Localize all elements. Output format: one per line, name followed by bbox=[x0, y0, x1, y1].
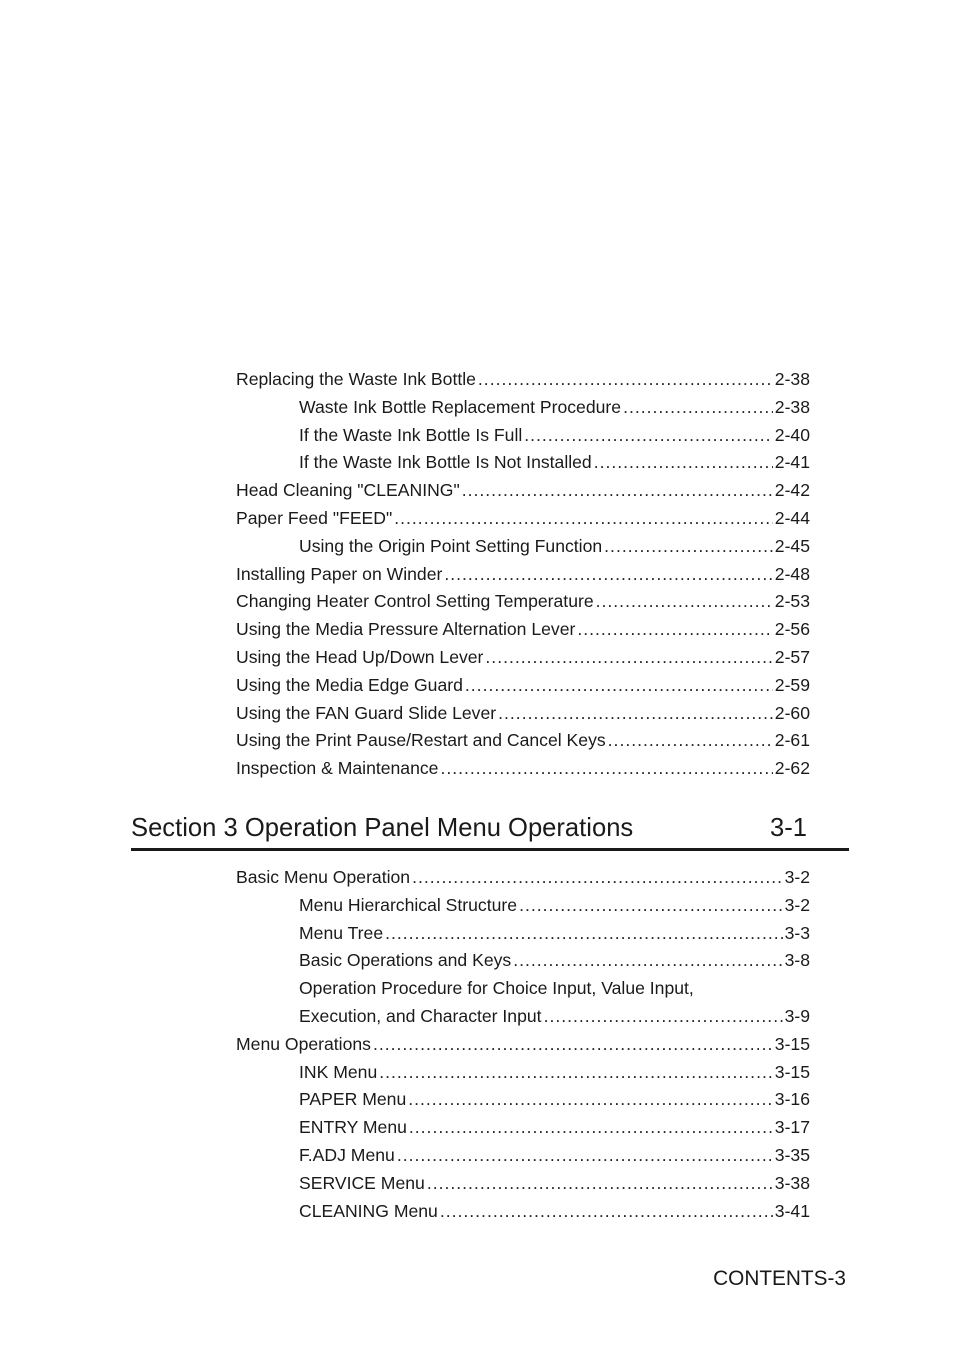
toc-entry[interactable] bbox=[236, 477, 810, 505]
toc-entry-page: 3-17 bbox=[774, 1117, 810, 1138]
toc-entry-page: 2-44 bbox=[774, 507, 810, 528]
toc-entry-page: 3-2 bbox=[784, 867, 810, 887]
toc-entry-label: Using the Print Pause/Restart and Cancel Keys bbox=[236, 730, 606, 751]
dot-leader bbox=[427, 1170, 773, 1198]
section-page-number: 3-1 bbox=[770, 814, 807, 842]
toc-entry[interactable] bbox=[236, 947, 810, 975]
dot-leader bbox=[498, 700, 773, 728]
toc-entry-page: 3-41 bbox=[774, 1200, 810, 1221]
dot-leader bbox=[544, 1003, 783, 1031]
toc-entry[interactable] bbox=[236, 505, 810, 533]
section-title: Section 3 Operation Panel Menu Operations bbox=[131, 814, 634, 842]
toc-entry-page: 2-62 bbox=[774, 758, 810, 779]
toc-entry-label: PAPER Menu bbox=[299, 1089, 407, 1110]
toc-entry[interactable] bbox=[236, 892, 810, 920]
dot-leader bbox=[577, 616, 772, 644]
dot-leader bbox=[462, 477, 773, 505]
toc-entry[interactable] bbox=[236, 727, 810, 755]
toc-entry-page: 3-2 bbox=[784, 894, 810, 915]
toc-entry[interactable] bbox=[236, 1170, 810, 1198]
toc-entry[interactable] bbox=[236, 975, 810, 1003]
dot-leader bbox=[524, 422, 773, 450]
toc-entry-label: CLEANING Menu bbox=[299, 1200, 438, 1221]
dot-leader bbox=[440, 755, 772, 783]
toc-entry-page: 3-16 bbox=[774, 1089, 810, 1110]
toc-entry-page: 3-38 bbox=[774, 1172, 810, 1193]
dot-leader bbox=[408, 1086, 773, 1114]
toc-entry[interactable] bbox=[236, 644, 810, 672]
toc-entry-label: Using the Origin Point Setting Function bbox=[299, 535, 603, 556]
dot-leader bbox=[444, 561, 772, 589]
toc-entry-label: Head Cleaning "CLEANING" bbox=[236, 480, 460, 501]
page-footer: CONTENTS-3 bbox=[713, 1267, 846, 1290]
toc-entry-page: 3-15 bbox=[774, 1033, 810, 1054]
dot-leader bbox=[440, 1198, 773, 1226]
dot-leader bbox=[608, 727, 773, 755]
toc-entry[interactable] bbox=[236, 1086, 810, 1114]
toc-entry-label: Using the Media Edge Guard bbox=[236, 674, 463, 695]
toc-entry-page: 2-41 bbox=[774, 452, 810, 473]
toc-entry-page: 2-42 bbox=[774, 480, 810, 501]
toc-entry[interactable] bbox=[236, 366, 810, 394]
toc-entry-label: If the Waste Ink Bottle Is Full bbox=[299, 424, 523, 445]
section-heading bbox=[131, 812, 849, 851]
toc-entry-label: Operation Procedure for Choice Input, Value Input, bbox=[299, 978, 694, 999]
toc-entry-page: 3-8 bbox=[784, 950, 810, 971]
toc-entry[interactable] bbox=[236, 1031, 810, 1059]
toc-entry-label: Menu Operations bbox=[236, 1033, 371, 1054]
toc-entry-page: 2-40 bbox=[774, 424, 810, 445]
toc-entry-label: INK Menu bbox=[299, 1061, 378, 1082]
toc-entry[interactable] bbox=[236, 864, 810, 892]
dot-leader bbox=[623, 394, 773, 422]
toc-block-section-3 bbox=[236, 864, 810, 1225]
dot-leader bbox=[412, 864, 782, 892]
toc-entry-page: 2-57 bbox=[774, 646, 810, 667]
toc-entry-page: 3-15 bbox=[774, 1061, 810, 1082]
toc-entry-label: Replacing the Waste Ink Bottle bbox=[236, 369, 476, 389]
dot-leader bbox=[394, 505, 773, 533]
toc-entry-label: SERVICE Menu bbox=[299, 1172, 425, 1193]
toc-entry-page: 2-45 bbox=[774, 535, 810, 556]
toc-entry-page: 2-48 bbox=[774, 563, 810, 584]
toc-entry[interactable] bbox=[236, 700, 810, 728]
toc-entry-label: Execution, and Character Input bbox=[299, 1005, 542, 1026]
dot-leader bbox=[596, 588, 773, 616]
toc-entry-page: 2-38 bbox=[774, 369, 810, 389]
toc-entry[interactable] bbox=[236, 1198, 810, 1226]
toc-entry-page: 3-3 bbox=[784, 922, 810, 943]
toc-entry-label: Menu Hierarchical Structure bbox=[299, 894, 518, 915]
toc-entry-page: 3-35 bbox=[774, 1144, 810, 1165]
toc-entry[interactable] bbox=[236, 1059, 810, 1087]
dot-leader bbox=[478, 366, 773, 394]
toc-entry[interactable] bbox=[236, 394, 810, 422]
toc-entry-label: Menu Tree bbox=[299, 922, 384, 943]
toc-entry[interactable] bbox=[236, 561, 810, 589]
toc-entry-label: Waste Ink Bottle Replacement Procedure bbox=[299, 396, 622, 417]
toc-entry[interactable] bbox=[236, 1142, 810, 1170]
dot-leader bbox=[385, 920, 782, 948]
toc-entry[interactable] bbox=[236, 533, 810, 561]
dot-leader bbox=[594, 449, 773, 477]
toc-entry[interactable] bbox=[236, 1003, 810, 1031]
toc-entry[interactable] bbox=[236, 920, 810, 948]
dot-leader bbox=[373, 1031, 773, 1059]
toc-entry-label: F.ADJ Menu bbox=[299, 1144, 395, 1165]
toc-entry[interactable] bbox=[236, 588, 810, 616]
toc-entry-page: 2-60 bbox=[774, 702, 810, 723]
toc-entry-label: Changing Heater Control Setting Temperature bbox=[236, 591, 594, 612]
toc-entry-label: Using the Media Pressure Alternation Lever bbox=[236, 619, 576, 640]
toc-entry-page: 3-9 bbox=[784, 1005, 810, 1026]
toc-entry-label: Inspection & Maintenance bbox=[236, 758, 439, 779]
dot-leader bbox=[519, 892, 783, 920]
toc-entry[interactable] bbox=[236, 616, 810, 644]
toc-entry-label: Basic Menu Operation bbox=[236, 867, 411, 887]
toc-entry-page: 2-59 bbox=[774, 674, 810, 695]
dot-leader bbox=[485, 644, 772, 672]
toc-entry-label: Using the FAN Guard Slide Lever bbox=[236, 702, 497, 723]
toc-entry[interactable] bbox=[236, 755, 810, 783]
dot-leader bbox=[513, 947, 782, 975]
toc-entry[interactable] bbox=[236, 422, 810, 450]
toc-entry-page: 2-56 bbox=[774, 619, 810, 640]
toc-entry-label: Basic Operations and Keys bbox=[299, 950, 512, 971]
dot-leader bbox=[409, 1114, 773, 1142]
toc-entry-page: 2-53 bbox=[774, 591, 810, 612]
dot-leader bbox=[379, 1059, 773, 1087]
toc-entry-label: If the Waste Ink Bottle Is Not Installed bbox=[299, 452, 592, 473]
toc-entry-label: Using the Head Up/Down Lever bbox=[236, 646, 484, 667]
toc-block-section-2 bbox=[236, 366, 810, 783]
toc-entry-label: ENTRY Menu bbox=[299, 1117, 407, 1138]
dot-leader bbox=[604, 533, 773, 561]
toc-entry-page: 2-61 bbox=[774, 730, 810, 751]
toc-entry-label: Installing Paper on Winder bbox=[236, 563, 443, 584]
dot-leader bbox=[397, 1142, 773, 1170]
toc-entry-label: Paper Feed "FEED" bbox=[236, 507, 393, 528]
toc-entry[interactable] bbox=[236, 449, 810, 477]
toc-entry[interactable] bbox=[236, 672, 810, 700]
dot-leader bbox=[465, 672, 773, 700]
toc-entry-page: 2-38 bbox=[774, 396, 810, 417]
toc-entry[interactable] bbox=[236, 1114, 810, 1142]
